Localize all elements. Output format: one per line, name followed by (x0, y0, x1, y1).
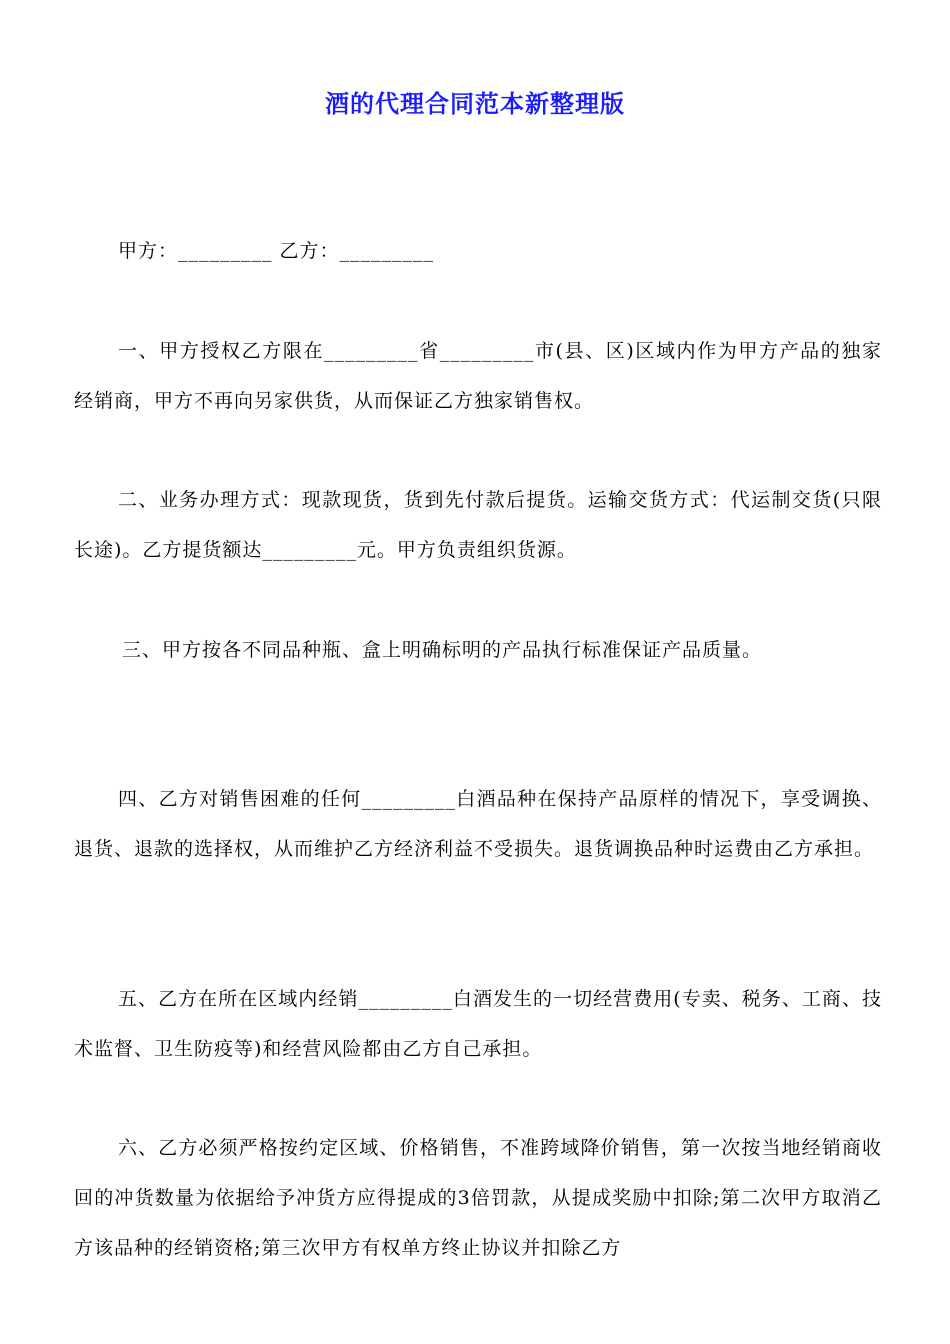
clause-1: 一、甲方授权乙方限在_________省_________市(县、区)区域内作为甲方产品的独家经销商，甲方不再向另家供货，从而保证乙方独家销售权。 (74, 340, 882, 412)
document-title: 酒的代理合同范本新整理版 (325, 89, 625, 118)
parties-line: 甲方：_________ 乙方：_________ (118, 240, 435, 262)
clause-6: 六、乙方必须严格按约定区域、价格销售，不准跨域降价销售，第一次按当地经销商收回的冲货数量为依据给予冲货方应得提成的3倍罚款，从提成奖励中扣除;第二次甲方取消乙方该品种的经销资格;第三次甲方有权单方终止协议并扣除乙方 (74, 1137, 882, 1259)
clause-5: 五、乙方在所在区域内经销_________白酒发生的一切经营费用(专卖、税务、工商、技术监督、卫生防疫等)和经营风险都由乙方自己承担。 (74, 988, 882, 1060)
clause-2: 二、业务办理方式：现款现货，货到先付款后提货。运输交货方式：代运制交货(只限长途)。乙方提货额达_________元。甲方负责组织货源。 (74, 489, 882, 561)
clause-3: 三、甲方按各不同品种瓶、盒上明确标明的产品执行标准保证产品质量。 (122, 639, 763, 661)
clause-4: 四、乙方对销售困难的任何_________白酒品种在保持产品原样的情况下，享受调换、退货、退款的选择权，从而维护乙方经济利益不受损失。退货调换品种时运费由乙方承担。 (74, 788, 882, 860)
